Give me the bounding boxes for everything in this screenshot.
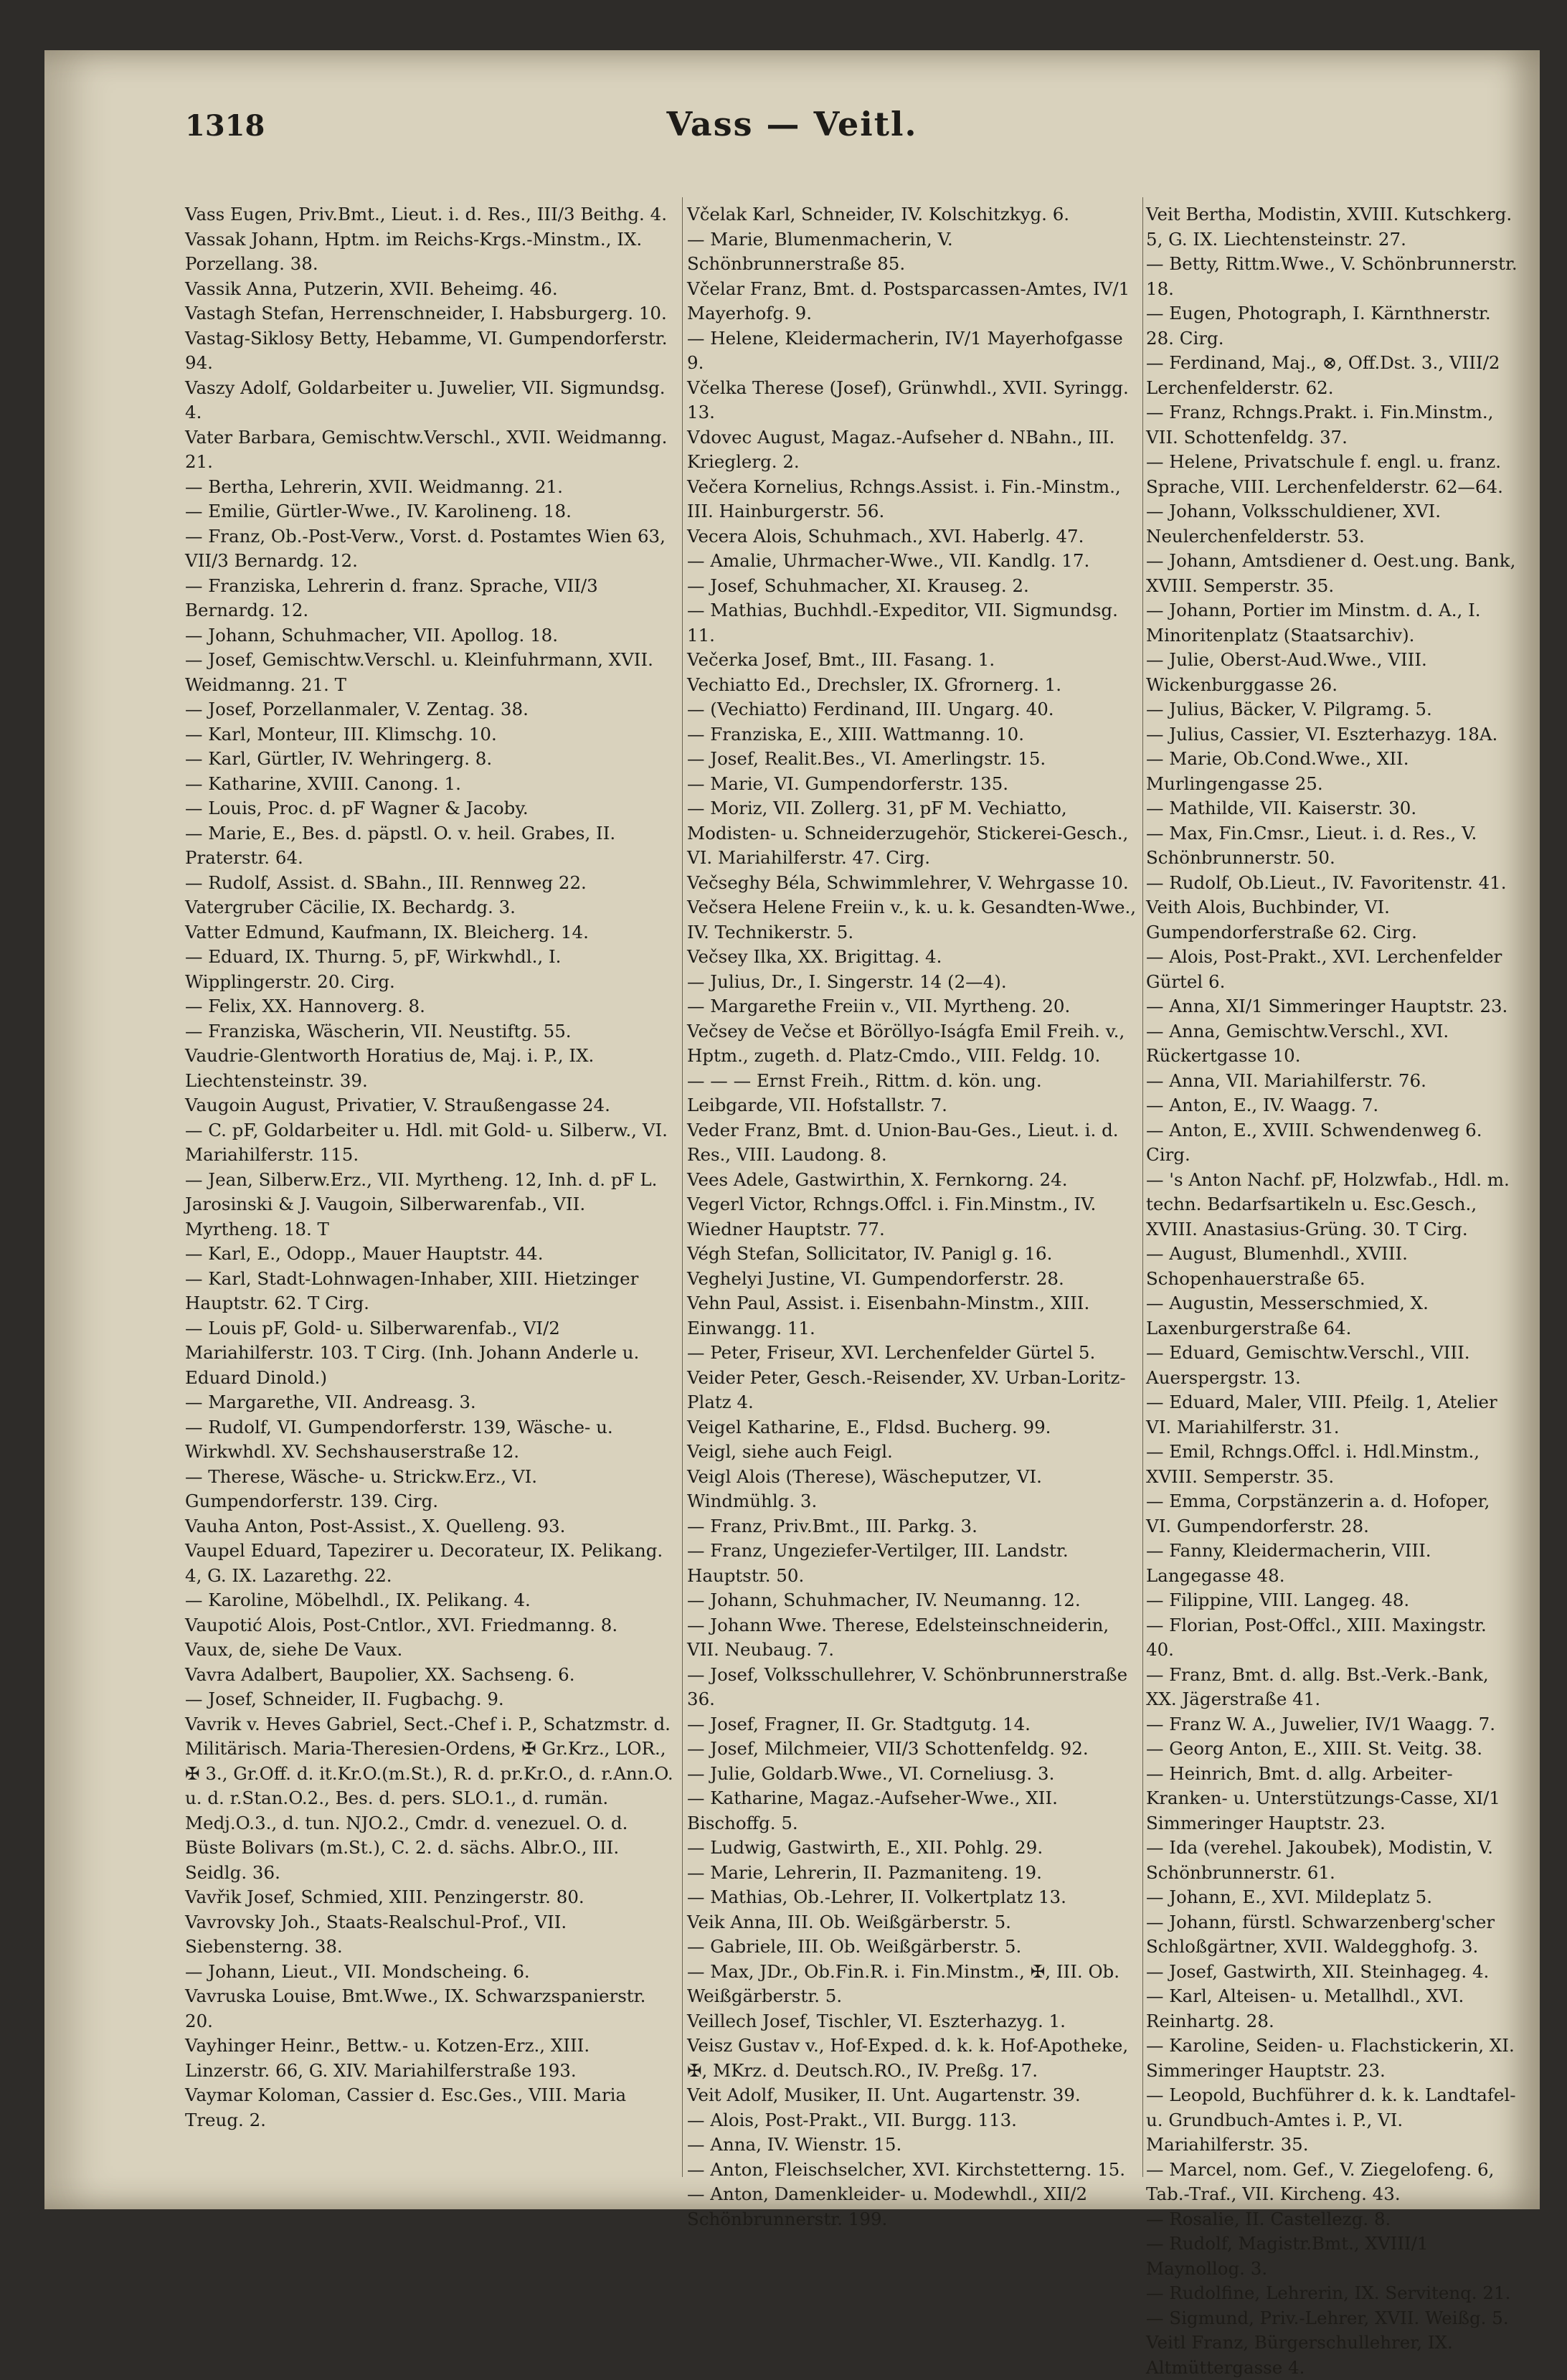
directory-entry: Vauha Anton, Post-Assist., X. Quelleng. 93. bbox=[185, 1515, 566, 1536]
directory-entry: — Margarethe, VII. Andreasg. 3. bbox=[185, 1392, 476, 1412]
directory-entry: — Johann, Schuhmacher, VII. Apollog. 18. bbox=[185, 624, 559, 646]
directory-entry: — Franziska, E., XIII. Wattmanng. 10. bbox=[687, 723, 1024, 745]
directory-entry: Vaudrie-Glentworth Horatius de, Maj. i. P., IX. Liechtensteinstr. 39. bbox=[185, 1045, 595, 1091]
directory-entry: Veillech Josef, Tischler, VI. Eszterhazyg. 1. bbox=[687, 2010, 1066, 2031]
directory-entry: — Louis pF, Gold- u. Silberwarenfab., VI/2 Mariahilferstr. 103. T Cirg. (Inh. Johann Anderle u. Eduard Dinold.) bbox=[185, 1317, 640, 1388]
directory-entry: Vass Eugen, Priv.Bmt., Lieut. i. d. Res., III/3 Beithg. 4. bbox=[185, 204, 668, 225]
directory-entry: — Franz, Ob.-Post-Verw., Vorst. d. Postamtes Wien 63, VII/3 Bernardg. 12. bbox=[185, 525, 666, 571]
directory-entry: Vavrovsky Joh., Staats-Realschul-Prof., VII. Siebensterng. 38. bbox=[185, 1911, 567, 1957]
directory-entry: — Emma, Corpstänzerin a. d. Hofoper, VI. Gumpendorferstr. 28. bbox=[1146, 1491, 1490, 1536]
directory-entry: Vehn Paul, Assist. i. Eisenbahn-Minstm., XIII. Einwangg. 11. bbox=[687, 1293, 1090, 1338]
directory-entry: — Katharine, XVIII. Canong. 1. bbox=[185, 773, 461, 794]
directory-entry: — Josef, Gemischtw.Verschl. u. Kleinfuhrmann, XVII. Weidmanng. 21. T bbox=[185, 649, 653, 695]
directory-entry: — Marie, Ob.Cond.Wwe., XII. Murlingengasse 25. bbox=[1146, 748, 1409, 794]
directory-entry: Vaszy Adolf, Goldarbeiter u. Juwelier, VII. Sigmundsg. 4. bbox=[185, 377, 666, 422]
directory-entry: — Josef, Realit.Bes., VI. Amerlingstr. 15. bbox=[687, 748, 1046, 769]
directory-entry: — — — Ernst Freih., Rittm. d. kön. ung. Leibgarde, VII. Hofstallstr. 7. bbox=[687, 1069, 1042, 1115]
directory-entry: — Karoline, Möbelhdl., IX. Pelikang. 4. bbox=[185, 1590, 531, 1610]
directory-entry: — Marie, Lehrerin, II. Pazmaniteng. 19. bbox=[687, 1861, 1042, 1883]
directory-entry: — Margarethe Freiin v., VII. Myrtheng. 20. bbox=[687, 996, 1071, 1016]
directory-entry: Veisz Gustav v., Hof-Exped. d. k. k. Hof-Apotheke, ✠, MKrz. d. Deutsch.RO., IV. Preßg. 17. bbox=[687, 2035, 1129, 2081]
directory-entry: — Josef, Volksschullehrer, V. Schönbrunnerstraße 36. bbox=[687, 1663, 1128, 1709]
directory-entry: — Marie, Blumenmacherin, V. Schönbrunnerstraße 85. bbox=[687, 228, 953, 274]
directory-entry: — Rosalie, II. Castellezg. 8. bbox=[1146, 2208, 1391, 2229]
directory-entry: — Emil, Rchngs.Offcl. i. Hdl.Minstm., XVIII. Semperstr. 35. bbox=[1146, 1441, 1480, 1487]
directory-entry: Vavra Adalbert, Baupolier, XX. Sachseng. 6. bbox=[185, 1663, 575, 1685]
directory-column-2 bbox=[687, 202, 1140, 2229]
directory-entry: — Leopold, Buchführer d. k. k. Landtafel- u. Grundbuch-Amtes i. P., VI. Mariahilferstr. 35. bbox=[1146, 2084, 1516, 2155]
directory-entry: — (Vechiatto) Ferdinand, III. Ungarg. 40. bbox=[687, 699, 1054, 719]
directory-entry: Večerka Josef, Bmt., III. Fasang. 1. bbox=[687, 649, 995, 670]
directory-entry: — Johann, Volksschuldiener, XVI. Neulerchenfelderstr. 53. bbox=[1146, 501, 1441, 547]
directory-entry: — Fanny, Kleidermacherin, VIII. Langegasse 48. bbox=[1146, 1540, 1431, 1586]
directory-entry: — Franz, Priv.Bmt., III. Parkg. 3. bbox=[687, 1515, 977, 1536]
directory-entry: — Heinrich, Bmt. d. allg. Arbeiter-Kranken- u. Unterstützungs-Casse, XI/1 Simmeringer Hauptstr. 23. bbox=[1146, 1762, 1501, 1833]
directory-entry: — Betty, Rittm.Wwe., V. Schönbrunnerstr. 18. bbox=[1146, 253, 1518, 299]
directory-entry: Vassik Anna, Putzerin, XVII. Beheimg. 46. bbox=[185, 278, 558, 299]
directory-entry: — Marie, VI. Gumpendorferstr. 135. bbox=[687, 773, 1009, 794]
directory-entry: — Georg Anton, E., XIII. St. Veitg. 38. bbox=[1146, 1738, 1483, 1759]
directory-entry: Veik Anna, III. Ob. Weißgärberstr. 5. bbox=[687, 1911, 1011, 1932]
directory-entry: — Anna, VII. Mariahilferstr. 76. bbox=[1146, 1069, 1426, 1091]
directory-entry: — Louis, Proc. d. pF Wagner & Jacoby. bbox=[185, 798, 529, 818]
directory-entry: Včelak Karl, Schneider, IV. Kolschitzkyg. 6. bbox=[687, 204, 1070, 225]
directory-entry: — Marcel, nom. Gef., V. Ziegelofeng. 6, Tab.-Traf., VII. Kircheng. 43. bbox=[1146, 2158, 1495, 2204]
directory-column-3 bbox=[1146, 202, 1519, 2378]
directory-entry: Vegerl Victor, Rchngs.Offcl. i. Fin.Minstm., IV. Wiedner Hauptstr. 77. bbox=[687, 1194, 1097, 1239]
directory-entry: — Anton, Fleischselcher, XVI. Kirchstetterng. 15. bbox=[687, 2158, 1126, 2180]
directory-entry: Včelka Therese (Josef), Grünwhdl., XVII. Syringg. 13. bbox=[687, 377, 1129, 422]
directory-entry: — Gabriele, III. Ob. Weißgärberstr. 5. bbox=[687, 1936, 1022, 1957]
directory-entry: — Ludwig, Gastwirth, E., XII. Pohlg. 29. bbox=[687, 1837, 1043, 1858]
directory-entry: — Karl, Stadt-Lohnwagen-Inhaber, XIII. Hietzinger Hauptstr. 62. T Cirg. bbox=[185, 1267, 639, 1313]
directory-entry: — Josef, Schneider, II. Fugbachg. 9. bbox=[185, 1689, 504, 1709]
directory-entry: — Johann Wwe. Therese, Edelsteinschneiderin, VII. Neubaug. 7. bbox=[687, 1614, 1109, 1660]
directory-column-1 bbox=[185, 202, 678, 2189]
directory-entry: — C. pF, Goldarbeiter u. Hdl. mit Gold- u. Silberw., VI. Mariahilferstr. 115. bbox=[185, 1119, 668, 1165]
directory-entry: Vaux, de, siehe De Vaux. bbox=[185, 1639, 403, 1660]
directory-entry: — Franz, Bmt. d. allg. Bst.-Verk.-Bank, XX. Jägerstraße 41. bbox=[1146, 1663, 1489, 1709]
directory-entry: — Therese, Wäsche- u. Strickw.Erz., VI. Gumpendorferstr. 139. Cirg. bbox=[185, 1465, 538, 1511]
directory-entry: Végh Stefan, Sollicitator, IV. Panigl g. 16. bbox=[687, 1243, 1053, 1264]
directory-entry: — Augustin, Messerschmied, X. Laxenburgerstraße 64. bbox=[1146, 1293, 1429, 1338]
directory-entry: Vdovec August, Magaz.-Aufseher d. NBahn., III. Krieglerg. 2. bbox=[687, 426, 1115, 472]
directory-entry: — Franziska, Wäscherin, VII. Neustiftg. 55. bbox=[185, 1020, 572, 1042]
directory-entry: Vavruska Louise, Bmt.Wwe., IX. Schwarzspanierstr. 20. bbox=[185, 1985, 646, 2031]
directory-entry: — Max, JDr., Ob.Fin.R. i. Fin.Minstm., ✠, III. Ob. Weißgärberstr. 5. bbox=[687, 1960, 1120, 2006]
directory-entry: — Florian, Post-Offcl., XIII. Maxingstr. 40. bbox=[1146, 1614, 1487, 1660]
directory-entry: — Bertha, Lehrerin, XVII. Weidmanng. 21. bbox=[185, 476, 563, 497]
page-number: 1318 bbox=[185, 109, 265, 143]
directory-entry: Večera Kornelius, Rchngs.Assist. i. Fin.-Minstm., III. Hainburgerstr. 56. bbox=[687, 476, 1121, 521]
directory-entry: Vatter Edmund, Kaufmann, IX. Bleicherg. 14. bbox=[185, 921, 589, 943]
column-divider bbox=[682, 197, 683, 2177]
directory-entry: Vater Barbara, Gemischtw.Verschl., XVII. Weidmanng. 21. bbox=[185, 426, 668, 472]
directory-entry: — Alois, Post-Prakt., VII. Burgg. 113. bbox=[687, 2109, 1017, 2130]
directory-entry: Večsey de Večse et Böröllyo-Iságfa Emil Freih. v., Hptm., zugeth. d. Platz-Cmdo., VIII. Feldg. 10. bbox=[687, 1020, 1125, 1066]
directory-entry: — Johann, Portier im Minstm. d. A., I. Minoritenplatz (Staatsarchiv). bbox=[1146, 600, 1481, 646]
directory-entry: Veghelyi Justine, VI. Gumpendorferstr. 28. bbox=[687, 1267, 1064, 1289]
directory-entry: — Anna, Gemischtw.Verschl., XVI. Rückertgasse 10. bbox=[1146, 1020, 1449, 1066]
directory-entry: — Karl, Monteur, III. Klimschg. 10. bbox=[185, 723, 497, 745]
directory-entry: Veigl, siehe auch Feigl. bbox=[687, 1441, 893, 1462]
directory-entry: — Johann, fürstl. Schwarzenberg'scher Schloßgärtner, XVII. Waldegghofg. 3. bbox=[1146, 1911, 1495, 1957]
directory-entry: — Anton, E., XVIII. Schwendenweg 6. Cirg. bbox=[1146, 1119, 1482, 1165]
directory-entry: — Ida (verehel. Jakoubek), Modistin, V. Schönbrunnerstr. 61. bbox=[1146, 1837, 1493, 1883]
directory-entry: Vavrik v. Heves Gabriel, Sect.-Chef i. P., Schatzmstr. d. Militärisch. Maria-Theresien-Ordens, ✠ Gr.Krz., LOR., ✠ 3., Gr.Off. d. it.Kr.O.(m.St.), R. d. pr.Kr.O., d. r.Ann.O. u. d. r.Stan.O.2., Bes. d. pers. SLO.1., d. rumän. Medj.O.3., d. tun. NJO.2., Cmdr. d. venezuel. O. d. Büste Bolivars (m.St.), C. 2. d. sächs. Albr.O., III. Seidlg. 36. bbox=[185, 1713, 673, 1883]
directory-entry: Vaugoin August, Privatier, V. Straußengasse 24. bbox=[185, 1095, 610, 1115]
directory-entry: — Julius, Cassier, VI. Eszterhazyg. 18A. bbox=[1146, 723, 1498, 745]
directory-entry: — Helene, Kleidermacherin, IV/1 Mayerhofgasse 9. bbox=[687, 327, 1123, 373]
directory-entry: — August, Blumenhdl., XVIII. Schopenhauerstraße 65. bbox=[1146, 1243, 1408, 1289]
directory-entry: Veitl Franz, Bürgerschullehrer, IX. Altmüttergasse 4. bbox=[1146, 2332, 1453, 2378]
directory-entry: Večsey Ilka, XX. Brigittag. 4. bbox=[687, 946, 942, 967]
directory-entry: — Emilie, Gürtler-Wwe., IV. Karolineng. 18. bbox=[185, 501, 572, 521]
directory-page bbox=[44, 50, 1540, 2378]
directory-entry: Včelar Franz, Bmt. d. Postsparcassen-Amtes, IV/1 Mayerhofg. 9. bbox=[687, 278, 1130, 324]
directory-entry: — Josef, Porzellanmaler, V. Zentag. 38. bbox=[185, 699, 529, 719]
directory-entry: — Filippine, VIII. Langeg. 48. bbox=[1146, 1590, 1410, 1610]
directory-entry: — Mathias, Buchhdl.-Expeditor, VII. Sigmundsg. 11. bbox=[687, 600, 1118, 646]
directory-entry: — Peter, Friseur, XVI. Lerchenfelder Gürtel 5. bbox=[687, 1342, 1096, 1363]
directory-entry: — Katharine, Magaz.-Aufseher-Wwe., XII. Bischoffg. 5. bbox=[687, 1788, 1058, 1833]
directory-entry: — Julie, Oberst-Aud.Wwe., VIII. Wickenburggasse 26. bbox=[1146, 649, 1427, 695]
directory-entry: — Moriz, VII. Zollerg. 31, pF M. Vechiatto, Modisten- u. Schneiderzugehör, Stickerei-Gesch., VI. Mariahilferstr. 47. Cirg. bbox=[687, 798, 1129, 868]
directory-entry: — Eduard, Maler, VIII. Pfeilg. 1, Atelier VI. Mariahilferstr. 31. bbox=[1146, 1392, 1497, 1437]
directory-entry: — Rudolf, Magistr.Bmt., XVIII/1 Maynollog. 3. bbox=[1146, 2233, 1429, 2279]
directory-entry: — Sigmund, Priv.-Lehrer, XVII. Weißg. 5. bbox=[1146, 2307, 1509, 2328]
directory-entry: — Josef, Gastwirth, XII. Steinhageg. 4. bbox=[1146, 1960, 1490, 1982]
directory-entry: — Alois, Post-Prakt., XVI. Lerchenfelder Gürtel 6. bbox=[1146, 946, 1502, 992]
directory-entry: — Rudolf, Ob.Lieut., IV. Favoritenstr. 41. bbox=[1146, 872, 1507, 893]
directory-entry: Veit Adolf, Musiker, II. Unt. Augartenstr. 39. bbox=[687, 2084, 1081, 2105]
directory-entry: — Eduard, Gemischtw.Verschl., VIII. Auerspergstr. 13. bbox=[1146, 1342, 1470, 1388]
directory-entry: — Ferdinand, Maj., ⊗, Off.Dst. 3., VIII/2 Lerchenfelderstr. 62. bbox=[1146, 352, 1500, 398]
directory-entry: Vatergruber Cäcilie, IX. Bechardg. 3. bbox=[185, 897, 516, 917]
directory-entry: — Johann, Amtsdiener d. Oest.ung. Bank, XVIII. Semperstr. 35. bbox=[1146, 550, 1516, 596]
directory-entry: Vastagh Stefan, Herrenschneider, I. Habsburgerg. 10. bbox=[185, 303, 667, 324]
directory-entry: — Anton, Damenkleider- u. Modewhdl., XII/2 Schönbrunnerstr. 199. bbox=[687, 2183, 1088, 2229]
directory-entry: Večsera Helene Freiin v., k. u. k. Gesandten-Wwe., IV. Technikerstr. 5. bbox=[687, 897, 1137, 943]
directory-entry: — Franz W. A., Juwelier, IV/1 Waagg. 7. bbox=[1146, 1713, 1496, 1734]
directory-entry: — Eduard, IX. Thurng. 5, pF, Wirkwhdl., I. Wipplingerstr. 20. Cirg. bbox=[185, 946, 562, 992]
column-divider bbox=[1142, 197, 1143, 2177]
directory-entry: Veigl Alois (Therese), Wäscheputzer, VI. Windmühlg. 3. bbox=[687, 1465, 1042, 1511]
directory-entry: Veit Bertha, Modistin, XVIII. Kutschkerg. 5, G. IX. Liechtensteinstr. 27. bbox=[1146, 204, 1512, 250]
directory-entry: — Rudolf, VI. Gumpendorferstr. 139, Wäsche- u. Wirkwhdl. XV. Sechshauserstraße 12. bbox=[185, 1416, 613, 1462]
directory-entry: — Felix, XX. Hannoverg. 8. bbox=[185, 996, 425, 1016]
page-title: Vass — Veitl. bbox=[666, 105, 918, 143]
directory-entry: Vaupel Eduard, Tapezirer u. Decorateur, IX. Pelikang. 4, G. IX. Lazarethg. 22. bbox=[185, 1540, 663, 1586]
directory-entry: — Franz, Ungeziefer-Vertilger, III. Landstr. Hauptstr. 50. bbox=[687, 1540, 1069, 1586]
directory-entry: — Anton, E., IV. Waagg. 7. bbox=[1146, 1095, 1379, 1115]
directory-entry: — 's Anton Nachf. pF, Holzwfab., Hdl. m. techn. Bedarfsartikeln u. Esc.Gesch., XVIII. Anastasius-Grüng. 30. T Cirg. bbox=[1146, 1168, 1510, 1239]
directory-entry: — Mathias, Ob.-Lehrer, II. Volkertplatz 13. bbox=[687, 1886, 1066, 1907]
directory-entry: — Karl, Gürtler, IV. Wehringerg. 8. bbox=[185, 748, 493, 769]
directory-entry: — Franz, Rchngs.Prakt. i. Fin.Minstm., VII. Schottenfeldg. 37. bbox=[1146, 402, 1494, 448]
directory-entry: — Johann, Schuhmacher, IV. Neumanng. 12. bbox=[687, 1590, 1081, 1610]
directory-entry: Vayhinger Heinr., Bettw.- u. Kotzen-Erz., XIII. Linzerstr. 66, G. XIV. Mariahilferstraße 193. bbox=[185, 2035, 590, 2081]
directory-entry: Vassak Johann, Hptm. im Reichs-Krgs.-Minstm., IX. Porzellang. 38. bbox=[185, 228, 643, 274]
directory-entry: — Anna, IV. Wienstr. 15. bbox=[687, 2134, 902, 2155]
directory-entry: — Eugen, Photograph, I. Kärnthnerstr. 28. Cirg. bbox=[1146, 303, 1491, 349]
directory-entry: — Josef, Fragner, II. Gr. Stadtgutg. 14. bbox=[687, 1713, 1031, 1734]
directory-entry: Vecera Alois, Schuhmach., XVI. Haberlg. 47. bbox=[687, 525, 1084, 547]
directory-entry: Vechiatto Ed., Drechsler, IX. Gfrornerg. 1. bbox=[687, 674, 1062, 695]
directory-entry: — Franziska, Lehrerin d. franz. Sprache, VII/3 Bernardg. 12. bbox=[185, 575, 598, 620]
directory-entry: Vastag-Siklosy Betty, Hebamme, VI. Gumpendorferstr. 94. bbox=[185, 327, 668, 373]
directory-entry: Vaupotić Alois, Post-Cntlor., XVI. Friedmanng. 8. bbox=[185, 1614, 618, 1635]
directory-entry: Veigel Katharine, E., Fldsd. Bucherg. 99. bbox=[687, 1416, 1051, 1437]
directory-entry: — Karoline, Seiden- u. Flachstickerin, XI. Simmeringer Hauptstr. 23. bbox=[1146, 2035, 1515, 2081]
directory-entry: — Anna, XI/1 Simmeringer Hauptstr. 23. bbox=[1146, 996, 1508, 1016]
directory-entry: — Julius, Bäcker, V. Pilgramg. 5. bbox=[1146, 699, 1432, 719]
directory-entry: — Marie, E., Bes. d. päpstl. O. v. heil. Grabes, II. Praterstr. 64. bbox=[185, 822, 616, 868]
directory-entry: — Josef, Milchmeier, VII/3 Schottenfeldg. 92. bbox=[687, 1738, 1089, 1759]
directory-entry: Veith Alois, Buchbinder, VI. Gumpendorferstraße 62. Cirg. bbox=[1146, 897, 1417, 943]
directory-entry: Vaymar Koloman, Cassier d. Esc.Ges., VIII. Maria Treug. 2. bbox=[185, 2084, 627, 2130]
directory-entry: — Amalie, Uhrmacher-Wwe., VII. Kandlg. 17. bbox=[687, 550, 1090, 571]
directory-entry: — Helene, Privatschule f. engl. u. franz. Sprache, VIII. Lerchenfelderstr. 62—64. bbox=[1146, 451, 1503, 497]
directory-entry: Vavřik Josef, Schmied, XIII. Penzingerstr. 80. bbox=[185, 1886, 584, 1907]
directory-entry: — Julius, Dr., I. Singerstr. 14 (2—4). bbox=[687, 971, 1007, 992]
directory-entry: — Johann, E., XVI. Mildeplatz 5. bbox=[1146, 1886, 1432, 1907]
directory-entry: Vees Adele, Gastwirthin, X. Fernkorng. 24. bbox=[687, 1168, 1068, 1190]
directory-entry: — Max, Fin.Cmsr., Lieut. i. d. Res., V. Schönbrunnerstr. 50. bbox=[1146, 822, 1477, 868]
directory-entry: Veider Peter, Gesch.-Reisender, XV. Urban-Loritz-Platz 4. bbox=[687, 1366, 1126, 1412]
directory-entry: — Karl, E., Odopp., Mauer Hauptstr. 44. bbox=[185, 1243, 544, 1264]
directory-entry: — Julie, Goldarb.Wwe., VI. Corneliusg. 3. bbox=[687, 1762, 1055, 1784]
directory-entry: — Rudolfine, Lehrerin, IX. Servitenq. 21. bbox=[1146, 2282, 1511, 2303]
directory-entry: Veder Franz, Bmt. d. Union-Bau-Ges., Lieut. i. d. Res., VIII. Laudong. 8. bbox=[687, 1119, 1119, 1165]
directory-entry: — Mathilde, VII. Kaiserstr. 30. bbox=[1146, 798, 1417, 818]
directory-entry: — Karl, Alteisen- u. Metallhdl., XVI. Reinhartg. 28. bbox=[1146, 1985, 1464, 2031]
directory-entry: — Rudolf, Assist. d. SBahn., III. Rennweg 22. bbox=[185, 872, 587, 893]
directory-entry: Večseghy Béla, Schwimmlehrer, V. Wehrgasse 10. bbox=[687, 872, 1129, 893]
directory-entry: — Josef, Schuhmacher, XI. Krauseg. 2. bbox=[687, 575, 1029, 596]
directory-entry: — Johann, Lieut., VII. Mondscheing. 6. bbox=[185, 1960, 530, 1982]
directory-entry: — Jean, Silberw.Erz., VII. Myrtheng. 12, Inh. d. pF L. Jarosinski & J. Vaugoin, Silberwarenfab., VII. Myrtheng. 18. T bbox=[185, 1168, 658, 1239]
